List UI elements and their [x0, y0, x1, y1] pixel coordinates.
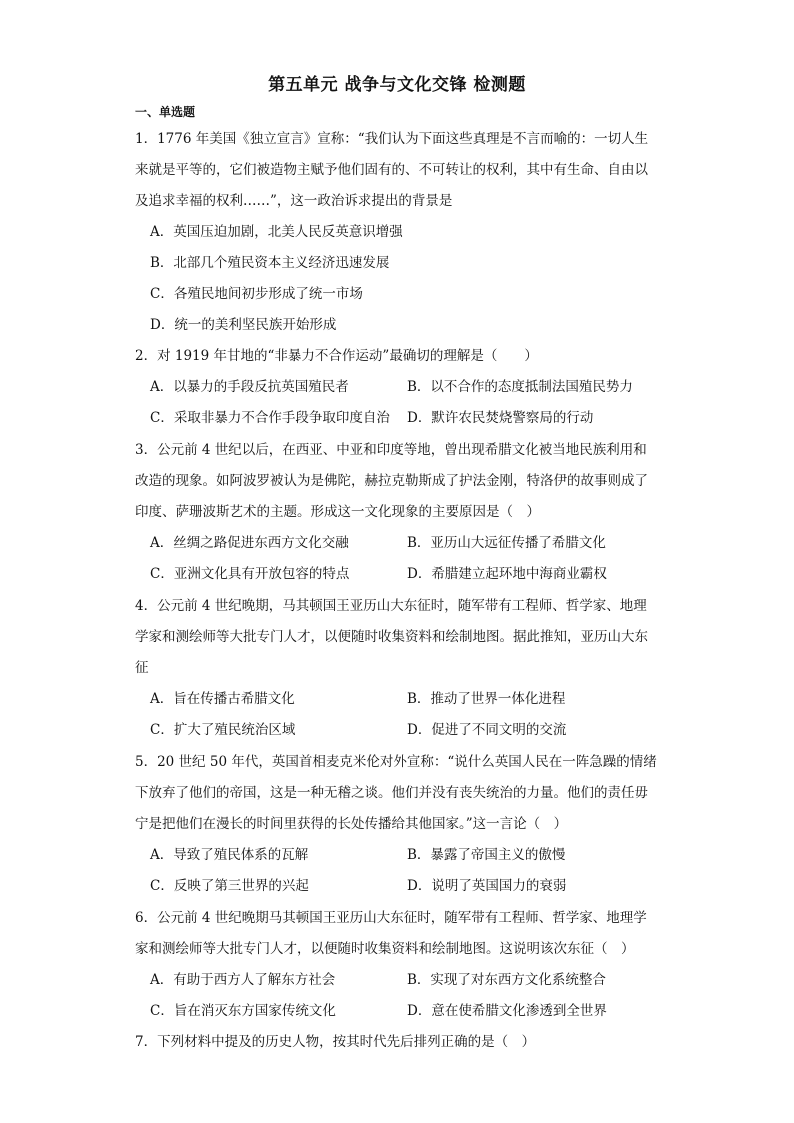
page-title: 第五单元 战争与文化交锋 检测题	[268, 75, 526, 95]
question-4-option-a: A．旨在传播古希腊文化	[150, 691, 295, 707]
question-2-option-a: A．以暴力的手段反抗英国殖民者	[150, 379, 349, 395]
question-6-line-1: 6．公元前 4 世纪晚期马其顿国王亚历山大东征时，随军带有工程师、哲学家、地理学	[135, 910, 647, 926]
question-1-option-a: A．英国压迫加剧，北美人民反英意识增强	[150, 224, 403, 240]
question-5-option-b: B．暴露了帝国主义的傲慢	[407, 847, 566, 863]
question-4-line-1: 4．公元前 4 世纪晚期，马其顿国王亚历山大东征时，随军带有工程师、哲学家、地理	[135, 598, 647, 614]
question-2-option-b: B．以不合作的态度抵制法国殖民势力	[407, 379, 633, 395]
question-5-option-a: A．导致了殖民体系的瓦解	[150, 847, 309, 863]
question-3-option-d: D．希腊建立起环地中海商业霸权	[407, 566, 607, 582]
question-6-option-c: C．旨在消灭东方国家传统文化	[150, 1003, 336, 1019]
question-6-option-b: B．实现了对东西方文化系统整合	[407, 972, 606, 988]
question-3-line-3: 印度、萨珊波斯艺术的主题。形成这一文化现象的主要原因是（ ）	[135, 504, 540, 520]
question-3-option-a: A．丝绸之路促进东西方文化交融	[150, 535, 349, 551]
question-1-line-3: 及追求幸福的权利……”，这一政治诉求提出的背景是	[135, 193, 453, 209]
question-6-option-d: D．意在使希腊文化渗透到全世界	[407, 1003, 607, 1019]
question-1-option-c: C．各殖民地间初步形成了统一市场	[150, 286, 363, 302]
question-4-option-c: C．扩大了殖民统治区域	[150, 722, 296, 738]
question-7-line-1: 7．下列材料中提及的历史人物，按其时代先后排列正确的是（ ）	[135, 1034, 536, 1050]
question-3-line-1: 3．公元前 4 世纪以后，在西亚、中亚和印度等地，曾出现希腊文化被当地民族利用和	[135, 442, 647, 458]
question-1-line-2: 来就是平等的，它们被造物主赋予他们固有的、不可转让的权利，其中有生命、自由以	[135, 162, 648, 178]
question-5-option-d: D．说明了英国国力的衰弱	[407, 878, 567, 894]
question-1-option-d: D．统一的美利坚民族开始形成	[150, 317, 337, 333]
question-5-option-c: C．反映了第三世界的兴起	[150, 878, 309, 894]
question-4-line-3: 征	[135, 660, 149, 676]
question-6-line-2: 家和测绘师等大批专门人才，以便随时收集资料和绘制地图。这说明该次东征（ ）	[135, 941, 635, 957]
question-1-option-b: B．北部几个殖民资本主义经济迅速发展	[150, 255, 390, 271]
question-5-line-2: 下放弃了他们的帝国，这是一种无稽之谈。他们并没有丧失统治的力量。他们的责任毋	[135, 785, 648, 801]
question-4-line-2: 学家和测绘师等大批专门人才，以便随时收集资料和绘制地图。据此推知，亚历山大东	[135, 629, 648, 645]
question-1-line-1: 1．1776 年美国《独立宣言》宣称：“我们认为下面这些真理是不言而喻的：一切人生	[135, 131, 649, 147]
question-2-line-1: 2．对 1919 年甘地的“非暴力不合作运动”最确切的理解是（ ）	[135, 348, 538, 364]
question-3-line-2: 改造的现象。如阿波罗被认为是佛陀，赫拉克勒斯成了护法金刚，特洛伊的故事则成了	[135, 473, 648, 489]
question-6-option-a: A．有助于西方人了解东方社会	[150, 972, 336, 988]
question-4-option-d: D．促进了不同文明的交流	[407, 722, 567, 738]
question-5-line-1: 5．20 世纪 50 年代，英国首相麦克米伦对外宣称：“说什么英国人民在一阵急躁的情绪	[135, 754, 657, 770]
question-3-option-c: C．亚洲文化具有开放包容的特点	[150, 566, 350, 582]
question-2-option-d: D．默许农民焚烧警察局的行动	[407, 410, 594, 426]
question-4-option-b: B．推动了世界一体化进程	[407, 691, 566, 707]
question-2-option-c: C．采取非暴力不合作手段争取印度自治	[150, 410, 390, 426]
question-3-option-b: B．亚历山大远征传播了希腊文化	[407, 535, 606, 551]
section-heading: 一、单选题	[135, 105, 196, 119]
question-5-line-3: 宁是把他们在漫长的时间里获得的长处传播给其他国家。”这一言论（ ）	[135, 816, 568, 832]
